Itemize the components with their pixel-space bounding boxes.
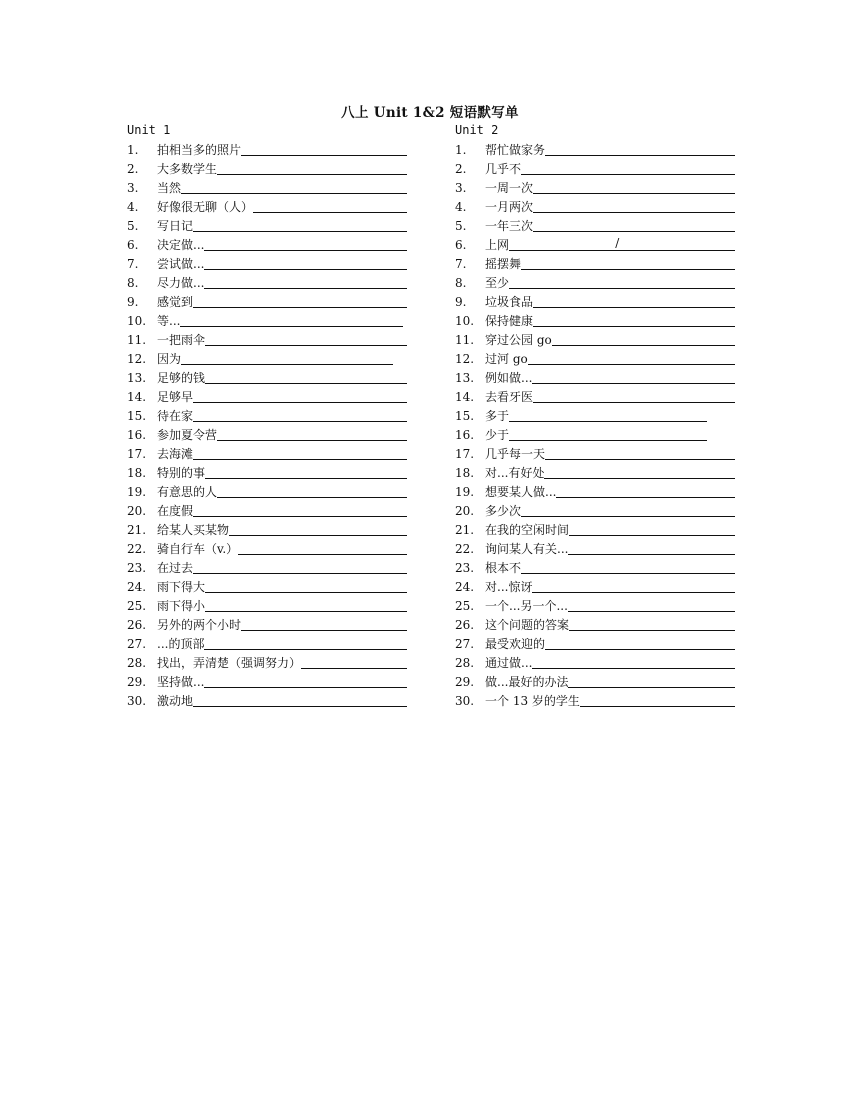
phrase-prompt: 拍相当多的照片 bbox=[157, 143, 242, 157]
phrase-row bbox=[455, 159, 735, 178]
phrase-row bbox=[127, 558, 407, 577]
phrase-prompt: 尽力做... bbox=[157, 276, 205, 290]
unit1-heading: Unit 1 bbox=[127, 123, 171, 137]
item-number: 8. bbox=[455, 276, 467, 290]
answer-blank-line[interactable] bbox=[193, 515, 407, 517]
item-number: 16. bbox=[455, 428, 475, 442]
item-number: 25. bbox=[455, 599, 475, 613]
item-number: 28. bbox=[127, 656, 147, 670]
phrase-row bbox=[455, 330, 735, 349]
phrase-prompt: ...的顶部 bbox=[157, 637, 205, 651]
phrase-prompt: 至少 bbox=[485, 276, 510, 290]
item-number: 5. bbox=[127, 219, 139, 233]
answer-blank-line[interactable] bbox=[217, 439, 407, 441]
item-number: 8. bbox=[127, 276, 139, 290]
phrase-prompt: 尝试做... bbox=[157, 257, 205, 271]
phrase-row bbox=[127, 672, 407, 691]
phrase-row bbox=[455, 387, 735, 406]
answer-blank-line[interactable] bbox=[509, 287, 735, 289]
answer-blank-line[interactable] bbox=[217, 173, 407, 175]
item-number: 4. bbox=[127, 200, 139, 214]
phrase-row bbox=[127, 577, 407, 596]
item-number: 13. bbox=[455, 371, 475, 385]
answer-blank-line[interactable] bbox=[568, 610, 735, 612]
phrase-row bbox=[127, 482, 407, 501]
phrase-row bbox=[127, 444, 407, 463]
phrase-row bbox=[455, 235, 735, 254]
phrase-row bbox=[127, 653, 407, 672]
phrase-prompt: 给某人买某物 bbox=[157, 523, 230, 537]
answer-blank-line[interactable] bbox=[241, 629, 407, 631]
answer-blank-line[interactable] bbox=[533, 192, 735, 194]
answer-blank-line[interactable] bbox=[205, 344, 407, 346]
answer-blank-line[interactable] bbox=[533, 306, 735, 308]
item-number: 17. bbox=[455, 447, 475, 461]
answer-blank-line[interactable] bbox=[533, 211, 735, 213]
phrase-row bbox=[127, 140, 407, 159]
phrase-row bbox=[127, 406, 407, 425]
unit2-list bbox=[455, 140, 735, 710]
answer-blank-line[interactable] bbox=[253, 211, 407, 213]
answer-blank-line[interactable] bbox=[521, 173, 735, 175]
phrase-prompt: 雨下得大 bbox=[157, 580, 206, 594]
item-number: 24. bbox=[455, 580, 475, 594]
phrase-row bbox=[127, 634, 407, 653]
item-number: 28. bbox=[455, 656, 475, 670]
phrase-prompt: 通过做... bbox=[485, 656, 533, 670]
phrase-row bbox=[455, 311, 735, 330]
phrase-row bbox=[455, 406, 707, 425]
phrase-row bbox=[127, 387, 407, 406]
phrase-row bbox=[127, 539, 407, 558]
phrase-prompt: 足够早 bbox=[157, 390, 194, 404]
phrase-prompt: 几乎不 bbox=[485, 162, 522, 176]
phrase-prompt: 多于 bbox=[485, 409, 510, 423]
phrase-prompt: 少于 bbox=[485, 428, 510, 442]
phrase-prompt: 参加夏令营 bbox=[157, 428, 218, 442]
item-number: 1. bbox=[455, 143, 467, 157]
answer-blank-line[interactable] bbox=[204, 249, 407, 251]
phrase-row bbox=[127, 349, 393, 368]
phrase-row bbox=[127, 520, 407, 539]
phrase-row bbox=[127, 368, 407, 387]
phrase-prompt: 摇摆舞 bbox=[485, 257, 522, 271]
item-number: 18. bbox=[127, 466, 147, 480]
phrase-row bbox=[127, 596, 407, 615]
phrase-prompt: 特别的事 bbox=[157, 466, 206, 480]
answer-blank-line[interactable] bbox=[528, 363, 735, 365]
phrase-row bbox=[455, 520, 735, 539]
phrase-prompt: 在我的空闲时间 bbox=[485, 523, 570, 537]
phrase-prompt: 坚持做... bbox=[157, 675, 205, 689]
phrase-row bbox=[455, 634, 735, 653]
phrase-row bbox=[455, 444, 735, 463]
phrase-prompt: 帮忙做家务 bbox=[485, 143, 546, 157]
item-number: 1. bbox=[127, 143, 139, 157]
answer-blank-line[interactable] bbox=[241, 154, 407, 156]
phrase-prompt: 去看牙医 bbox=[485, 390, 534, 404]
phrase-row bbox=[455, 425, 707, 444]
phrase-prompt: 穿过公园 go bbox=[485, 333, 552, 347]
item-number: 27. bbox=[127, 637, 147, 651]
phrase-row bbox=[127, 691, 407, 710]
phrase-prompt: 待在家 bbox=[157, 409, 194, 423]
phrase-prompt: 根本不 bbox=[485, 561, 522, 575]
item-number: 11. bbox=[127, 333, 147, 347]
page-title: 八上 Unit 1&2 短语默写单 bbox=[341, 105, 519, 121]
answer-blank-line[interactable] bbox=[569, 629, 735, 631]
answer-blank-line[interactable] bbox=[301, 667, 407, 669]
phrase-row bbox=[455, 463, 735, 482]
phrase-prompt: 好像很无聊（人） bbox=[157, 200, 254, 214]
answer-blank-line[interactable] bbox=[204, 268, 407, 270]
phrase-prompt: 对...惊讶 bbox=[485, 580, 533, 594]
answer-blank-line[interactable] bbox=[568, 686, 735, 688]
phrase-prompt: 另外的两个小时 bbox=[157, 618, 242, 632]
phrase-row bbox=[127, 463, 407, 482]
answer-blank-line[interactable] bbox=[533, 325, 735, 327]
phrase-prompt: 一个...另一个... bbox=[485, 599, 568, 613]
answer-blank-line[interactable] bbox=[532, 591, 735, 593]
phrase-prompt: 上网 bbox=[485, 238, 510, 252]
phrase-prompt: 几乎每一天 bbox=[485, 447, 546, 461]
answer-blank-line[interactable] bbox=[205, 382, 407, 384]
unit2-heading: Unit 2 bbox=[455, 123, 499, 137]
phrase-prompt: 最受欢迎的 bbox=[485, 637, 546, 651]
phrase-prompt: 这个问题的答案 bbox=[485, 618, 570, 632]
phrase-prompt: 写日记 bbox=[157, 219, 194, 233]
phrase-row bbox=[455, 558, 735, 577]
phrase-prompt: 过河 go bbox=[485, 352, 528, 366]
answer-blank-line[interactable] bbox=[569, 534, 735, 536]
phrase-prompt: 一周一次 bbox=[485, 181, 534, 195]
answer-blank-line[interactable] bbox=[556, 496, 735, 498]
answer-blank-line[interactable] bbox=[193, 420, 407, 422]
item-number: 10. bbox=[127, 314, 147, 328]
phrase-row bbox=[127, 615, 407, 634]
phrase-prompt: 决定做... bbox=[157, 238, 205, 252]
phrase-row bbox=[455, 254, 735, 273]
item-number: 3. bbox=[455, 181, 467, 195]
phrase-row bbox=[127, 216, 407, 235]
item-number: 14. bbox=[127, 390, 147, 404]
answer-blank-line[interactable] bbox=[509, 439, 707, 441]
answer-blank-line[interactable] bbox=[532, 382, 735, 384]
answer-blank-line[interactable] bbox=[545, 648, 735, 650]
answer-blank-line[interactable] bbox=[568, 553, 735, 555]
item-number: 14. bbox=[455, 390, 475, 404]
phrase-row bbox=[455, 140, 735, 159]
phrase-prompt: 去海滩 bbox=[157, 447, 194, 461]
phrase-prompt: 骑自行车（v.） bbox=[157, 542, 239, 556]
item-number: 29. bbox=[455, 675, 475, 689]
answer-blank-line[interactable] bbox=[180, 325, 403, 327]
answer-blank-line[interactable] bbox=[205, 477, 407, 479]
phrase-row bbox=[127, 273, 407, 292]
answer-blank-line[interactable] bbox=[545, 458, 735, 460]
answer-blank-line[interactable] bbox=[204, 686, 407, 688]
item-number: 7. bbox=[455, 257, 467, 271]
phrase-prompt: 一月两次 bbox=[485, 200, 534, 214]
phrase-prompt: 保持健康 bbox=[485, 314, 534, 328]
phrase-prompt: 对...有好处 bbox=[485, 466, 545, 480]
phrase-prompt: 一年三次 bbox=[485, 219, 534, 233]
phrase-row bbox=[455, 482, 735, 501]
phrase-row bbox=[455, 577, 735, 596]
item-number: 30. bbox=[127, 694, 147, 708]
item-number: 17. bbox=[127, 447, 147, 461]
item-number: 6. bbox=[455, 238, 467, 252]
answer-blank-line[interactable] bbox=[544, 477, 735, 479]
phrase-row bbox=[455, 539, 735, 558]
phrase-row bbox=[455, 672, 735, 691]
item-number: 23. bbox=[127, 561, 147, 575]
item-number: 9. bbox=[127, 295, 139, 309]
phrase-row bbox=[455, 273, 735, 292]
phrase-prompt: 想要某人做... bbox=[485, 485, 557, 499]
item-number: 24. bbox=[127, 580, 147, 594]
phrase-row bbox=[455, 178, 735, 197]
phrase-row bbox=[455, 596, 735, 615]
phrase-row bbox=[455, 501, 735, 520]
phrase-row bbox=[455, 197, 735, 216]
item-number: 3. bbox=[127, 181, 139, 195]
answer-blank-line[interactable] bbox=[193, 230, 407, 232]
phrase-prompt: 雨下得小 bbox=[157, 599, 206, 613]
item-number: 30. bbox=[455, 694, 475, 708]
item-number: 5. bbox=[455, 219, 467, 233]
phrase-prompt: 激动地 bbox=[157, 694, 194, 708]
answer-blank-line[interactable] bbox=[521, 268, 735, 270]
phrase-row bbox=[127, 197, 407, 216]
phrase-prompt: 感觉到 bbox=[157, 295, 194, 309]
answer-blank-line[interactable] bbox=[521, 515, 735, 517]
item-number: 9. bbox=[455, 295, 467, 309]
item-number: 23. bbox=[455, 561, 475, 575]
answer-blank-line[interactable] bbox=[217, 496, 407, 498]
phrase-prompt: 在过去 bbox=[157, 561, 194, 575]
phrase-prompt: 在度假 bbox=[157, 504, 194, 518]
answer-blank-line[interactable] bbox=[204, 287, 407, 289]
item-number: 20. bbox=[455, 504, 475, 518]
phrase-row bbox=[127, 330, 407, 349]
phrase-prompt: 例如做... bbox=[485, 371, 533, 385]
phrase-row bbox=[127, 292, 407, 311]
item-number: 15. bbox=[127, 409, 147, 423]
phrase-prompt: 多少次 bbox=[485, 504, 522, 518]
item-number: 22. bbox=[455, 542, 475, 556]
answer-blank-line[interactable] bbox=[181, 363, 393, 365]
answer-blank-line[interactable] bbox=[580, 705, 735, 707]
phrase-row bbox=[127, 159, 407, 178]
phrase-row bbox=[455, 653, 735, 672]
phrase-row bbox=[455, 349, 735, 368]
item-number: 4. bbox=[455, 200, 467, 214]
unit2-column bbox=[455, 121, 735, 710]
phrase-row bbox=[127, 178, 407, 197]
answer-blank-line[interactable] bbox=[193, 306, 407, 308]
item-number: 26. bbox=[455, 618, 475, 632]
phrase-row bbox=[127, 311, 403, 330]
item-number: 27. bbox=[455, 637, 475, 651]
item-number: 19. bbox=[455, 485, 475, 499]
item-number: 26. bbox=[127, 618, 147, 632]
answer-blank-line[interactable] bbox=[205, 591, 407, 593]
item-number: 12. bbox=[455, 352, 475, 366]
phrase-prompt: 有意思的人 bbox=[157, 485, 218, 499]
answer-blank-line[interactable] bbox=[193, 705, 407, 707]
answer-blank-line[interactable] bbox=[229, 534, 407, 536]
phrase-prompt: 询问某人有关... bbox=[485, 542, 569, 556]
item-number: 2. bbox=[455, 162, 467, 176]
phrase-prompt: 垃圾食品 bbox=[485, 295, 534, 309]
answer-blank-line[interactable] bbox=[193, 458, 407, 460]
phrase-prompt: 一个 13 岁的学生 bbox=[485, 694, 580, 708]
answer-blank-line[interactable] bbox=[545, 154, 735, 156]
answer-blank-line[interactable] bbox=[509, 420, 707, 422]
phrase-row bbox=[455, 368, 735, 387]
unit1-list bbox=[127, 140, 407, 710]
phrase-prompt: 当然 bbox=[157, 181, 182, 195]
answer-separator: / bbox=[615, 236, 620, 250]
answer-blank-line[interactable] bbox=[193, 572, 407, 574]
item-number: 29. bbox=[127, 675, 147, 689]
item-number: 12. bbox=[127, 352, 147, 366]
answer-blank-line[interactable] bbox=[193, 401, 407, 403]
unit1-column bbox=[127, 121, 407, 710]
phrase-prompt: 大多数学生 bbox=[157, 162, 218, 176]
phrase-row bbox=[455, 216, 735, 235]
item-number: 21. bbox=[455, 523, 475, 537]
answer-blank-line[interactable] bbox=[552, 344, 735, 346]
item-number: 10. bbox=[455, 314, 475, 328]
answer-blank-line[interactable] bbox=[509, 236, 735, 251]
phrase-row bbox=[455, 615, 735, 634]
phrase-row bbox=[127, 235, 407, 254]
answer-blank-line[interactable] bbox=[521, 572, 735, 574]
phrase-row bbox=[127, 425, 407, 444]
answer-blank-line[interactable] bbox=[204, 648, 407, 650]
item-number: 6. bbox=[127, 238, 139, 252]
answer-blank-line[interactable] bbox=[205, 610, 407, 612]
item-number: 15. bbox=[455, 409, 475, 423]
phrase-prompt: 找出，弄清楚（强调努力） bbox=[157, 656, 302, 670]
answer-blank-line[interactable] bbox=[181, 192, 407, 194]
item-number: 20. bbox=[127, 504, 147, 518]
item-number: 13. bbox=[127, 371, 147, 385]
item-number: 16. bbox=[127, 428, 147, 442]
answer-blank-line[interactable] bbox=[532, 667, 735, 669]
phrase-prompt: 一把雨伞 bbox=[157, 333, 206, 347]
item-number: 21. bbox=[127, 523, 147, 537]
phrase-prompt: 做...最好的办法 bbox=[485, 675, 569, 689]
phrase-row bbox=[455, 691, 735, 710]
answer-blank-line[interactable] bbox=[238, 553, 407, 555]
item-number: 7. bbox=[127, 257, 139, 271]
item-number: 22. bbox=[127, 542, 147, 556]
item-number: 11. bbox=[455, 333, 475, 347]
item-number: 2. bbox=[127, 162, 139, 176]
phrase-prompt: 足够的钱 bbox=[157, 371, 206, 385]
answer-blank-line[interactable] bbox=[533, 401, 735, 403]
phrase-row bbox=[127, 501, 407, 520]
phrase-row bbox=[455, 292, 735, 311]
item-number: 19. bbox=[127, 485, 147, 499]
phrase-prompt: 因为 bbox=[157, 352, 182, 366]
phrase-row bbox=[127, 254, 407, 273]
item-number: 25. bbox=[127, 599, 147, 613]
answer-blank-line[interactable] bbox=[533, 230, 735, 232]
item-number: 18. bbox=[455, 466, 475, 480]
phrase-prompt: 等... bbox=[157, 314, 181, 328]
